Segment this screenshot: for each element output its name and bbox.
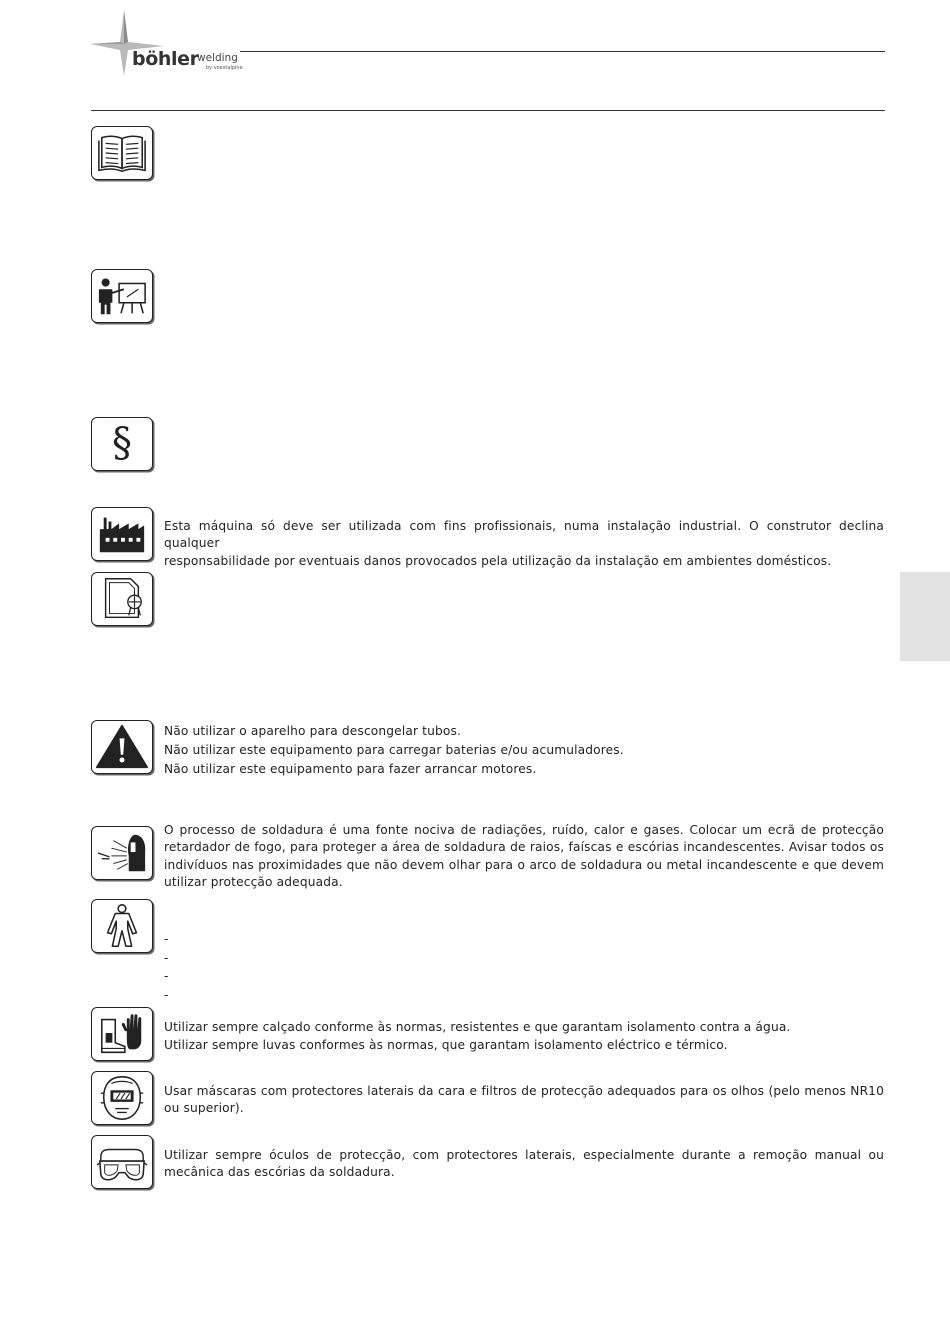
text-line: retardador de fogo, para proteger a área de soldadura de raios, faíscas e escórias incandescentes. Avisar todos os	[164, 840, 884, 855]
radiation-text	[164, 822, 884, 891]
text-line: responsabilidade por eventuais danos provocados pela utilização da instalação em ambientes domésticos.	[164, 553, 832, 568]
brand-logo	[88, 8, 248, 78]
boots-gloves-icon	[91, 1007, 153, 1061]
dash-item: -	[164, 987, 169, 1002]
goggles-text	[164, 1147, 884, 1182]
text-line: Não utilizar este equipamento para carregar baterias e/ou acumuladores.	[164, 742, 624, 757]
text-line: O processo de soldadura é uma fonte nociva de radiações, ruído, calor e gases. Colocar um ecrã de protecção	[164, 823, 884, 837]
industrial-use-text	[164, 518, 884, 570]
welding-mask-icon	[91, 1071, 153, 1125]
protective-suit-icon	[91, 899, 153, 953]
mask-text	[164, 1083, 884, 1118]
clothing-dash-list	[164, 930, 884, 1004]
text-line: Utilizar sempre luvas conformes às normas, que garantam isolamento eléctrico e térmico.	[164, 1038, 728, 1052]
text-line: Utilizar sempre calçado conforme às normas, resistentes e que garantam isolamento contra a água.	[164, 1020, 791, 1034]
certificate-document-icon	[91, 572, 153, 626]
text-line: Não utilizar este equipamento para fazer arrancar motores.	[164, 761, 537, 776]
text-line: Esta máquina só deve ser utilizada com fins profissionais, numa instalação industrial. O construtor declina qualquer	[164, 519, 884, 551]
welding-radiation-icon	[91, 826, 153, 880]
dash-item: -	[164, 969, 169, 984]
logo-text-main: böhler	[132, 48, 199, 70]
warning-triangle-icon	[91, 720, 153, 774]
text-line: utilizar protecção adequada.	[164, 874, 343, 889]
header-rule	[240, 51, 885, 52]
section-symbol: §	[112, 420, 132, 466]
boots-gloves-text	[164, 1018, 884, 1054]
text-line: Utilizar sempre óculos de protecção, com protectores laterais, especialmente durante a remoção manual ou	[164, 1148, 884, 1162]
logo-tagline: by voestalpine	[206, 65, 243, 71]
section-sign-icon	[91, 417, 153, 471]
safety-goggles-icon	[91, 1135, 153, 1189]
text-line: ou superior).	[164, 1101, 244, 1116]
dash-item: -	[164, 950, 169, 965]
factory-icon	[91, 507, 153, 561]
dash-item: -	[164, 932, 169, 946]
manual-book-icon	[91, 126, 153, 180]
training-presentation-icon	[91, 269, 153, 323]
text-line: Usar máscaras com protectores laterais da cara e filtros de protecção adequados para os olhos (pelo menos NR10	[164, 1084, 884, 1098]
logo-text-sub: welding	[197, 52, 238, 64]
text-line: Não utilizar o aparelho para descongelar tubos.	[164, 724, 461, 738]
side-tab	[900, 572, 950, 661]
section-rule	[91, 110, 885, 111]
text-line: indivíduos nas proximidades que não devem olhar para o arco de soldadura ou metal incandescente e que devem	[164, 857, 884, 872]
warning-text	[164, 722, 884, 778]
text-line: mecânica das escórias da soldadura.	[164, 1165, 395, 1180]
